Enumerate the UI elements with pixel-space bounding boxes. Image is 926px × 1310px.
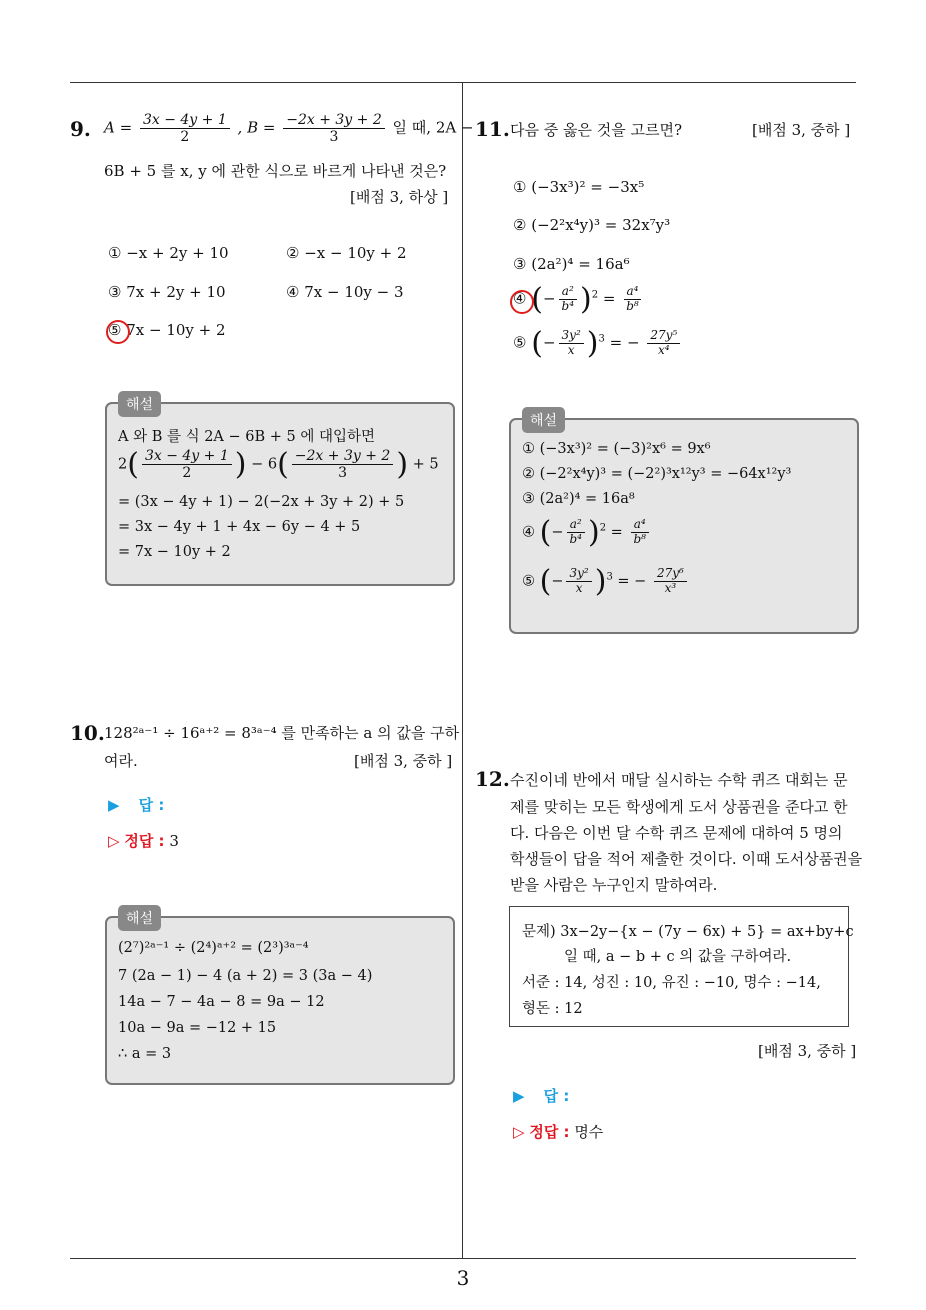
q9-score: [배점 3, 하상 ]	[350, 188, 449, 206]
q12-correct-label: 정답 :	[529, 1123, 570, 1141]
q12-score: [배점 3, 중하 ]	[758, 1042, 857, 1060]
q10-solution-tag: 해설	[118, 905, 161, 931]
q9-choice-4[interactable]: ④ 7x − 10y − 3	[286, 283, 404, 301]
q11-sol-line2: ② (−2²x⁴y)³ = (−2²)³x¹²y³ = −64x¹²y³	[522, 466, 792, 482]
q9-sol-line4: = 3x − 4y + 1 + 4x − 6y − 4 + 5	[118, 519, 361, 535]
q11-choice-2[interactable]: ② (−2²x⁴y)³ = 32x⁷y³	[513, 216, 671, 234]
q12-correct-row	[513, 1121, 603, 1142]
q9-choice-5[interactable]: ⑤ 7x − 10y + 2	[108, 321, 226, 339]
q10-stem-line2: 여라.	[104, 752, 138, 770]
q10-sol-line5: ∴ a = 3	[118, 1046, 172, 1062]
q10-score: [배점 3, 중하 ]	[354, 752, 453, 770]
q9-stem-tail: 일 때, 2A −	[392, 118, 474, 137]
q11-sol-line4: ④ (− $\frac{\text{a²}}{\text{b⁴}}$ )$^2$ = $\frac{\text{a⁴}}{\text{b⁸}}$	[522, 515, 652, 550]
q12-number: 12.	[475, 767, 510, 791]
bottom-rule	[70, 1258, 856, 1259]
column-divider	[462, 83, 463, 1259]
q9-sol-line5: = 7x − 10y + 2	[118, 544, 231, 560]
q12-stem-line5: 받을 사람은 누구인지 말하여라.	[510, 876, 718, 894]
q9-b-fraction: $\frac{-2x + 3y + 2}{3}$	[283, 112, 385, 145]
q10-answer-label: 답 :	[138, 796, 165, 814]
q11-number: 11.	[475, 117, 510, 141]
q9-choice-2[interactable]: ② −x − 10y + 2	[286, 244, 407, 262]
q11-choice-4[interactable]: ④ (− $\frac{\text{a²}}{\text{b⁴}}$ )$^2$ = $\frac{\text{a⁴}}{\text{b⁸}}$	[513, 282, 645, 317]
q9-b-lhs: , B =	[237, 118, 276, 137]
q11-choice-3[interactable]: ③ (2a²)⁴ = 16a⁶	[513, 255, 630, 273]
q9-sol-line1: A 와 B 를 식 2A − 6B + 5 에 대입하면	[118, 429, 375, 445]
q9-a-fraction: $\frac{3x - 4y + 1}{2}$	[140, 112, 230, 145]
page-number: 3	[456, 1266, 470, 1290]
q11-sol-line3: ③ (2a²)⁴ = 16a⁸	[522, 491, 635, 507]
top-rule	[70, 82, 856, 83]
q9-sol-line2: 2( $\frac{3x - 4y + 1}{2}$ ) − 6( $\frac{-2x + 3y + 2}{3}$ ) + 5	[118, 447, 439, 482]
outline-play-icon: ▷	[108, 832, 120, 850]
q10-correct-row	[108, 830, 179, 851]
q10-answer-row[interactable]	[108, 794, 164, 815]
play-icon: ▶	[108, 796, 120, 814]
q12-stem-line4: 학생들이 답을 적어 제출한 것이다. 이때 도서상품권을	[510, 850, 863, 868]
q9-stem-line2: 6B + 5 를 x, y 에 관한 식으로 바르게 나타낸 것은?	[104, 162, 447, 180]
q11-solution-tag: 해설	[522, 407, 565, 433]
play-icon: ▶	[513, 1087, 525, 1105]
q12-box-line3: 서준 : 14, 성진 : 10, 유진 : −10, 명수 : −14,	[522, 975, 821, 991]
q9-answer-circle-mark	[106, 320, 130, 344]
q10-sol-line1: (2⁷)²ᵃ⁻¹ ÷ (2⁴)ᵃ⁺² = (2³)³ᵃ⁻⁴	[118, 940, 309, 956]
q10-sol-line2: 7 (2a − 1) − 4 (a + 2) = 3 (3a − 4)	[118, 968, 373, 984]
q12-stem-line2: 제를 맞히는 모든 학생에게 도서 상품권을 준다고 한	[510, 798, 848, 816]
q10-sol-line4: 10a − 9a = −12 + 15	[118, 1020, 277, 1036]
q10-stem-line1: 128²ᵃ⁻¹ ÷ 16ᵃ⁺² = 8³ᵃ⁻⁴ 를 만족하는 a 의 값을 구하	[104, 724, 460, 742]
outline-play-icon: ▷	[513, 1123, 525, 1141]
q11-choice-5[interactable]: ⑤ (− $\frac{\text{3y²}}{x}$ )$^3$ = − $\frac{\text{27y⁵}}{\text{x⁴}}$	[513, 326, 683, 361]
q12-correct-value: 명수	[574, 1123, 604, 1141]
q12-stem-line3: 다. 다음은 이번 달 수학 퀴즈 문제에 대하여 5 명의	[510, 824, 843, 842]
q9-solution-tag: 해설	[118, 391, 161, 417]
q10-sol-line3: 14a − 7 − 4a − 8 = 9a − 12	[118, 994, 325, 1010]
q11-answer-circle-mark	[510, 290, 534, 314]
q12-box-line1: 문제) 3x−2y−{x − (7y − 6x) + 5} = ax+by+c	[522, 924, 854, 940]
q9-sol-line3: = (3x − 4y + 1) − 2(−2x + 3y + 2) + 5	[118, 494, 405, 510]
q12-stem-line1: 수진이네 반에서 매달 실시하는 수학 퀴즈 대회는 문	[510, 771, 848, 789]
q12-answer-label: 답 :	[543, 1087, 570, 1105]
q9-a-lhs: A =	[104, 118, 133, 137]
q12-answer-row[interactable]	[513, 1085, 569, 1106]
q12-box-line2: 일 때, a − b + c 의 값을 구하여라.	[564, 949, 792, 965]
q10-number: 10.	[70, 721, 105, 745]
q12-box-line4: 형돈 : 12	[522, 1001, 583, 1017]
q9-choice-3[interactable]: ③ 7x + 2y + 10	[108, 283, 226, 301]
q11-stem: 다음 중 옳은 것을 고르면?	[510, 121, 683, 139]
q9-choice-1[interactable]: ① −x + 2y + 10	[108, 244, 229, 262]
q10-correct-label: 정답 :	[124, 832, 165, 850]
q11-sol-line5: ⑤ (− $\frac{\text{3y²}}{x}$ )$^3$ = − $\frac{\text{27y⁶}}{\text{x³}}$	[522, 564, 690, 599]
q11-choice-1[interactable]: ① (−3x³)² = −3x⁵	[513, 178, 645, 196]
q11-score: [배점 3, 중하 ]	[752, 121, 851, 139]
q10-correct-value: 3	[169, 832, 179, 850]
q9-stem-line1	[104, 112, 474, 145]
q9-number: 9.	[70, 117, 91, 141]
q11-sol-line1: ① (−3x³)² = (−3)²x⁶ = 9x⁶	[522, 441, 711, 457]
